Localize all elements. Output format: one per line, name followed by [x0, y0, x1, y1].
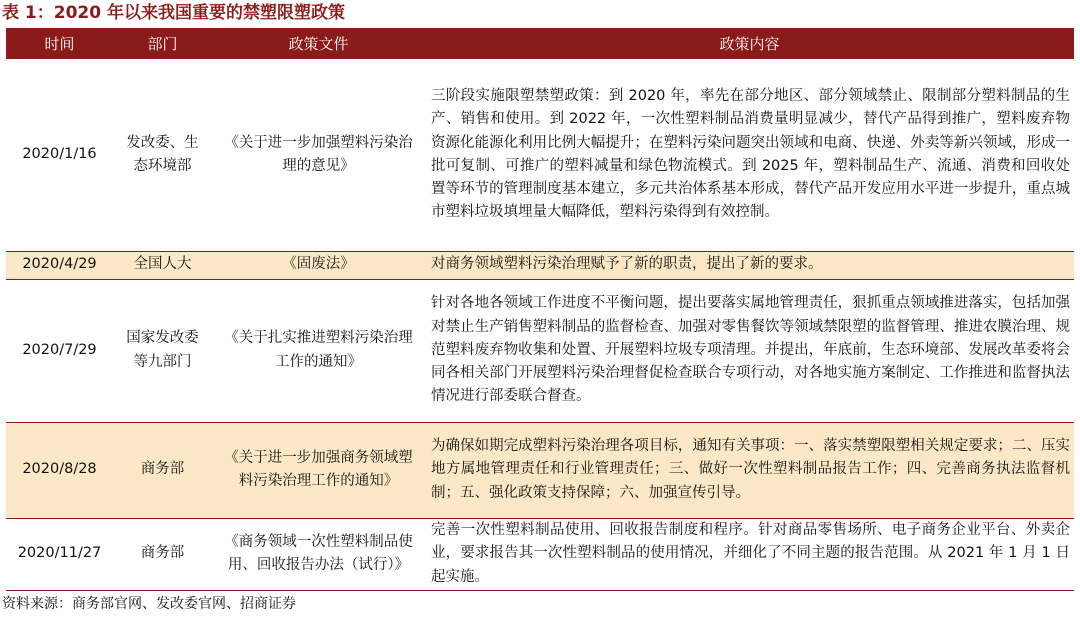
cell-content: 三阶段实施限塑禁塑政策：到 2020 年，率先在部分地区、部分领域禁止、限制部分塑料制品的生产、销售和使用。到 2022 年，一次性塑料制品消费量明显减少，替代产品得到推广，塑料废弃物资源化能源化利用比例大幅提升；在塑料污染问题突出领域和电商、快递、外卖等新兴领域，形成一批可复制、可推广的塑料减量和绿色物流模式。到 2025 年，塑料制品生产、流通、消费和回收处置等环节的管理制度基本建立，多元共治体系基本形成，替代产品开发应用水平进一步提升，重点城市塑料垃圾填埋量大幅降低，塑料污染得到有效控制。 [425, 59, 1074, 251]
table-row [6, 251, 1074, 279]
cell-dept: 商务部 [113, 518, 212, 590]
cell-doc: 《商务领域一次性塑料制品使用、回收报告办法（试行）》 [212, 518, 425, 590]
cell-date: 2020/8/28 [6, 422, 113, 518]
header-dept: 部门 [113, 28, 212, 59]
cell-date: 2020/4/29 [6, 251, 113, 279]
cell-content: 完善一次性塑料制品使用、回收报告制度和程序。针对商品零售场所、电子商务企业平台、外卖企业，要求报告其一次性塑料制品的使用情况，并细化了不同主题的报告范围。从 2021 年 1 月 1 日起实施。 [425, 518, 1074, 590]
table-row [6, 422, 1074, 518]
cell-dept: 国家发改委等九部门 [113, 279, 212, 422]
cell-dept: 商务部 [113, 422, 212, 518]
header-doc: 政策文件 [212, 28, 425, 59]
policy-table [6, 28, 1074, 591]
table-header-row [6, 28, 1074, 59]
table-title: 表 1：2020 年以来我国重要的禁塑限塑政策 [2, 3, 345, 23]
cell-dept: 发改委、生态环境部 [113, 59, 212, 251]
cell-date: 2020/1/16 [6, 59, 113, 251]
header-date: 时间 [6, 28, 113, 59]
cell-doc: 《关于进一步加强塑料污染治理的意见》 [212, 59, 425, 251]
header-content: 政策内容 [425, 28, 1074, 59]
cell-content: 针对各地各领域工作进度不平衡问题，提出要落实属地管理责任，狠抓重点领域推进落实，包括加强对禁止生产销售塑料制品的监督检查、加强对零售餐饮等领域禁限塑的监督管理、推进农膜治理、规范塑料废弃物收集和处置、开展塑料垃圾专项清理。并提出，年底前，生态环境部、发展改革委将会同各相关部门开展塑料污染治理督促检查联合专项行动，对各地实施方案制定、工作推进和监督执法情况进行部委联合督查。 [425, 279, 1074, 422]
cell-content: 为确保如期完成塑料污染治理各项目标，通知有关事项：一、落实禁塑限塑相关规定要求；二、压实地方属地管理责任和行业管理责任；三、做好一次性塑料制品报告工作；四、完善商务执法监督机制；五、强化政策支持保障；六、加强宣传引导。 [425, 422, 1074, 518]
table-row [6, 59, 1074, 251]
cell-dept: 全国人大 [113, 251, 212, 279]
cell-doc: 《固废法》 [212, 251, 425, 279]
cell-doc: 《关于扎实推进塑料污染治理工作的通知》 [212, 279, 425, 422]
cell-content: 对商务领域塑料污染治理赋予了新的职责，提出了新的要求。 [425, 251, 1074, 279]
source-note: 资料来源：商务部官网、发改委官网、招商证券 [2, 596, 296, 612]
table-row [6, 279, 1074, 422]
cell-date: 2020/11/27 [6, 518, 113, 590]
cell-date: 2020/7/29 [6, 279, 113, 422]
cell-doc: 《关于进一步加强商务领域塑料污染治理工作的通知》 [212, 422, 425, 518]
table-row [6, 518, 1074, 590]
